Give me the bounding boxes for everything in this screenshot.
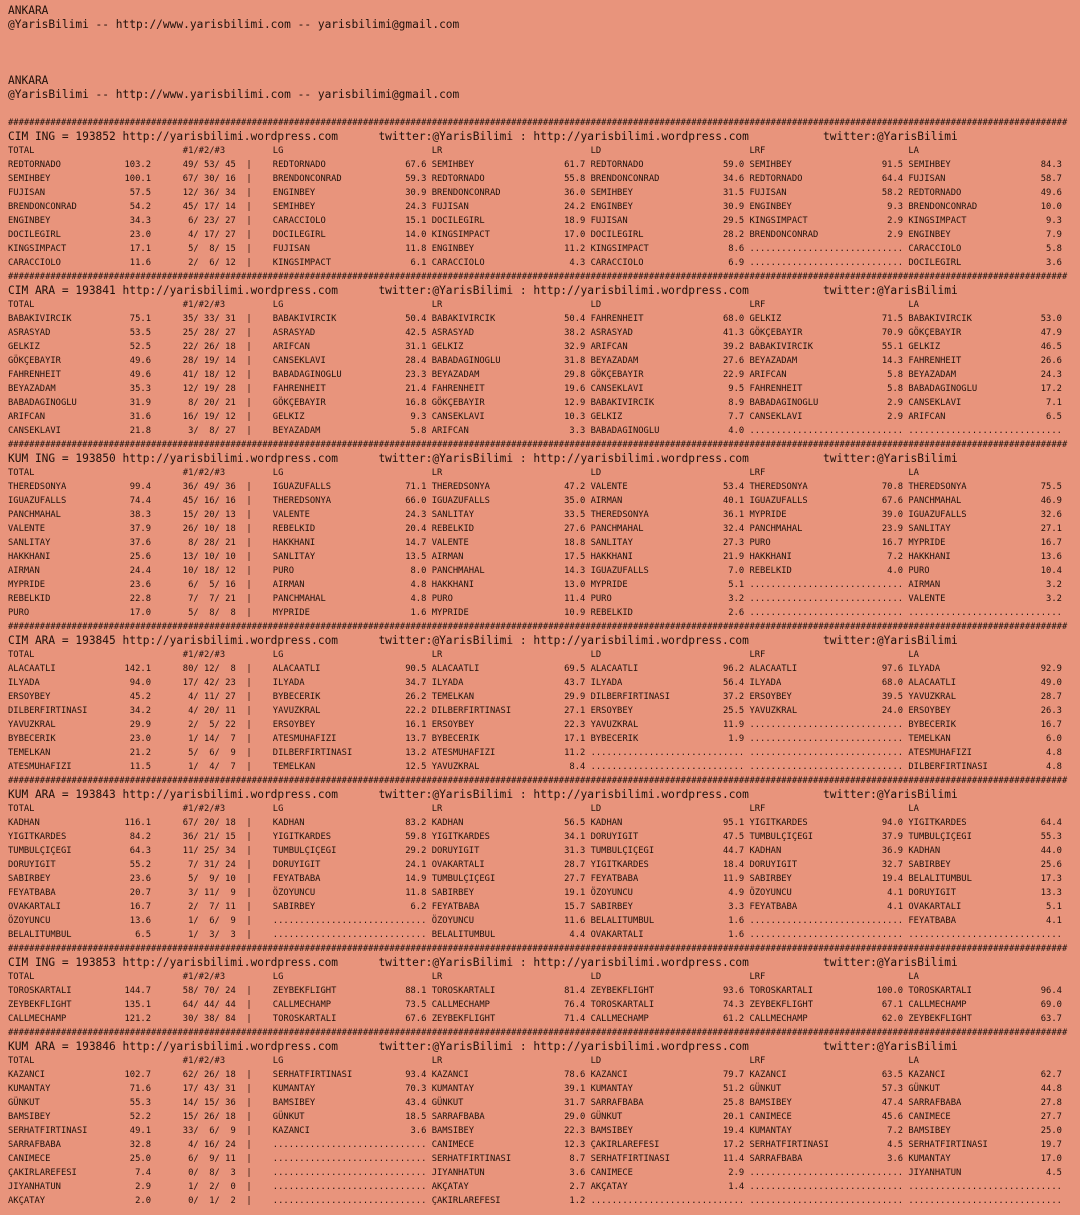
separator-line: ########################################################################################################################################################################################################: [8, 622, 1068, 632]
page-title: ANKARA: [8, 4, 49, 17]
table-row: ERSOYBEY 45.2 4/ 11/ 27 | BYBECERIK 26.2 TEMELKAN 29.9 DILBERFIRTINASI 37.2 ERSOYBEY 39.5 YAVUZKRAL 28.7: [8, 692, 1068, 702]
table-row: REDTORNADO 103.2 49/ 53/ 45 | REDTORNADO 67.6 SEMIHBEY 61.7 REDTORNADO 59.0 SEMIHBEY 91.5 SEMIHBEY 84.3: [8, 160, 1068, 170]
table-row: TOROSKARTALI 144.7 58/ 70/ 24 | ZEYBEKFLIGHT 88.1 TOROSKARTALI 81.4 ZEYBEKFLIGHT 93.6 TOROSKARTALI 100.0 TOROSKARTALI 96.4: [8, 986, 1068, 996]
column-header: TOTAL #1/#2/#3 LG LR LD LRF LA: [8, 972, 919, 982]
table-row: KUMANTAY 71.6 17/ 43/ 31 | KUMANTAY 70.3 KUMANTAY 39.1 KUMANTAY 51.2 GÜNKUT 57.3 GÜNKUT 44.8: [8, 1084, 1068, 1094]
table-row: ÖZOYUNCU 13.6 1/ 6/ 9 | ............................. ÖZOYUNCU 11.6 BELALITUMBUL 1.6 ............................. FEYATBABA 4.1: [8, 916, 1068, 926]
table-row: ÇAKIRLAREFESI 7.4 0/ 8/ 3 | ............................. JIYANHATUN 3.6 CANIMECE 2.9 ............................. JIYANHATUN 4.5: [8, 1168, 1068, 1178]
table-row: SARRAFBABA 32.8 4/ 16/ 24 | ............................. CANIMECE 12.3 ÇAKIRLAREFESI 17.2 SERHATFIRTINASI 4.5 SERHATFIRTINASI 19.7: [8, 1140, 1068, 1150]
table-row: BEYAZADAM 35.3 12/ 19/ 28 | FAHRENHEIT 21.4 FAHRENHEIT 19.6 CANSEKLAVI 9.5 FAHRENHEIT 5.8 BABADAGINOGLU 17.2: [8, 384, 1068, 394]
table-row: TUMBULÇIÇEGI 64.3 11/ 25/ 34 | TUMBULÇIÇEGI 29.2 DORUYIGIT 31.3 TUMBULÇIÇEGI 44.7 KADHAN 36.9 KADHAN 44.0: [8, 846, 1068, 856]
blank-line: [8, 46, 1080, 60]
table-row: DORUYIGIT 55.2 7/ 31/ 24 | DORUYIGIT 24.1 OVAKARTALI 28.7 YIGITKARDES 18.4 DORUYIGIT 32.7 SABIRBEY 25.6: [8, 860, 1068, 870]
table-row: THEREDSONYA 99.4 36/ 49/ 36 | IGUAZUFALLS 71.1 THEREDSONYA 47.2 VALENTE 53.4 THEREDSONYA 70.8 THEREDSONYA 75.5: [8, 482, 1068, 492]
table-row: JIYANHATUN 2.9 1/ 2/ 0 | ............................. AKÇATAY 2.7 AKÇATAY 1.4 ............................. .............................: [8, 1182, 1068, 1192]
table-row: ATESMUHAFIZI 11.5 1/ 4/ 7 | TEMELKAN 12.5 YAVUZKRAL 8.4 ............................. ............................. DILBERFIRTINASI 4.8: [8, 762, 1068, 772]
table-title: CIM ING = 193853 http://yarisbilimi.wordpress.com twitter:@YarisBilimi : http://yarisbilimi.wordpress.com twitter:@YarisBilimi: [8, 956, 958, 969]
table-row: SABIRBEY 23.6 5/ 9/ 10 | FEYATBABA 14.9 TUMBULÇIÇEGI 27.7 FEYATBABA 11.9 SABIRBEY 19.4 BELALITUMBUL 17.3: [8, 874, 1068, 884]
table-row: DILBERFIRTINASI 34.2 4/ 20/ 11 | YAVUZKRAL 22.2 DILBERFIRTINASI 27.1 ERSOYBEY 25.5 YAVUZKRAL 24.0 ERSOYBEY 26.3: [8, 706, 1068, 716]
blank-line: [8, 102, 1080, 116]
table-row: SANLITAY 37.6 8/ 28/ 21 | HAKKHANI 14.7 VALENTE 18.8 SANLITAY 27.3 PURO 16.7 MYPRIDE 16.7: [8, 538, 1068, 548]
column-header: TOTAL #1/#2/#3 LG LR LD LRF LA: [8, 146, 919, 156]
separator-line: ########################################################################################################################################################################################################: [8, 440, 1068, 450]
table-row: ALACAATLI 142.1 80/ 12/ 8 | ALACAATLI 90.5 ALACAATLI 69.5 ALACAATLI 96.2 ALACAATLI 97.6 ILYADA 92.9: [8, 664, 1068, 674]
table-row: PURO 17.0 5/ 8/ 8 | MYPRIDE 1.6 MYPRIDE 10.9 REBELKID 2.6 ............................. .............................: [8, 608, 1068, 618]
blank-line: [8, 32, 1080, 46]
table-title: CIM ARA = 193841 http://yarisbilimi.wordpress.com twitter:@YarisBilimi : http://yarisbilimi.wordpress.com twitter:@YarisBilimi: [8, 284, 958, 297]
column-header: TOTAL #1/#2/#3 LG LR LD LRF LA: [8, 468, 919, 478]
contact-line: @YarisBilimi -- http://www.yarisbilimi.com -- yarisbilimi@gmail.com: [8, 18, 460, 31]
separator-line: ########################################################################################################################################################################################################: [8, 272, 1068, 282]
separator-line: ########################################################################################################################################################################################################: [8, 118, 1068, 128]
table-row: YIGITKARDES 84.2 36/ 21/ 15 | YIGITKARDES 59.8 YIGITKARDES 34.1 DORUYIGIT 47.5 TUMBULÇIÇEGI 37.9 TUMBULÇIÇEGI 55.3: [8, 832, 1068, 842]
table-row: CARACCIOLO 11.6 2/ 6/ 12 | KINGSIMPACT 6.1 CARACCIOLO 4.3 CARACCIOLO 6.9 ............................. DOCILEGIRL 3.6: [8, 258, 1068, 268]
table-row: OVAKARTALI 16.7 2/ 7/ 11 | SABIRBEY 6.2 FEYATBABA 15.7 SABIRBEY 3.3 FEYATBABA 4.1 OVAKARTALI 5.1: [8, 902, 1068, 912]
table-title: KUM ING = 193850 http://yarisbilimi.wordpress.com twitter:@YarisBilimi : http://yarisbilimi.wordpress.com twitter:@YarisBilimi: [8, 452, 958, 465]
separator-line: ########################################################################################################################################################################################################: [8, 1028, 1068, 1038]
table-row: YAVUZKRAL 29.9 2/ 5/ 22 | ERSOYBEY 16.1 ERSOYBEY 22.3 YAVUZKRAL 11.9 ............................. BYBECERIK 16.7: [8, 720, 1068, 730]
table-row: AKÇATAY 2.0 0/ 1/ 2 | ............................. ÇAKIRLAREFESI 1.2 ............................. ............................. .............................: [8, 1196, 1068, 1206]
table-row: ASRASYAD 53.5 25/ 28/ 27 | ASRASYAD 42.5 ASRASYAD 38.2 ASRASYAD 41.3 GÖKÇEBAYIR 70.9 GÖKÇEBAYIR 47.9: [8, 328, 1068, 338]
table-row: ZEYBEKFLIGHT 135.1 64/ 44/ 44 | CALLMECHAMP 73.5 CALLMECHAMP 76.4 TOROSKARTALI 74.3 ZEYBEKFLIGHT 67.1 CALLMECHAMP 69.0: [8, 1000, 1068, 1010]
table-row: REBELKID 22.8 7/ 7/ 21 | PANCHMAHAL 4.8 PURO 11.4 PURO 3.2 ............................. VALENTE 3.2: [8, 594, 1068, 604]
table-row: CALLMECHAMP 121.2 30/ 38/ 84 | TOROSKARTALI 67.6 ZEYBEKFLIGHT 71.4 CALLMECHAMP 61.2 CALLMECHAMP 62.0 ZEYBEKFLIGHT 63.7: [8, 1014, 1068, 1024]
table-row: BYBECERIK 23.0 1/ 14/ 7 | ATESMUHAFIZI 13.7 BYBECERIK 17.1 BYBECERIK 1.9 ............................. TEMELKAN 6.0: [8, 734, 1068, 744]
table-row: TEMELKAN 21.2 5/ 6/ 9 | DILBERFIRTINASI 13.2 ATESMUHAFIZI 11.2 ............................. ............................. ATESMUHAFIZI 4.8: [8, 748, 1068, 758]
table-row: PANCHMAHAL 38.3 15/ 20/ 13 | VALENTE 24.3 SANLITAY 33.5 THEREDSONYA 36.1 MYPRIDE 39.0 IGUAZUFALLS 32.6: [8, 510, 1068, 520]
table-row: FAHRENHEIT 49.6 41/ 18/ 12 | BABADAGINOGLU 23.3 BEYAZADAM 29.8 GÖKÇEBAYIR 22.9 ARIFCAN 5.8 BEYAZADAM 24.3: [8, 370, 1068, 380]
table-row: BAMSIBEY 52.2 15/ 26/ 18 | GÜNKUT 18.5 SARRAFBABA 29.0 GÜNKUT 20.1 CANIMECE 45.6 CANIMECE 27.7: [8, 1112, 1068, 1122]
table-row: KADHAN 116.1 67/ 20/ 18 | KADHAN 83.2 KADHAN 56.5 KADHAN 95.1 YIGITKARDES 94.0 YIGITKARDES 64.4: [8, 818, 1068, 828]
table-row: IGUAZUFALLS 74.4 45/ 16/ 16 | THEREDSONYA 66.0 IGUAZUFALLS 35.0 AIRMAN 40.1 IGUAZUFALLS 67.6 PANCHMAHAL 46.9: [8, 496, 1068, 506]
table-row: FUJISAN 57.5 12/ 36/ 34 | ENGINBEY 30.9 BRENDONCONRAD 36.0 SEMIHBEY 31.5 FUJISAN 58.2 REDTORNADO 49.6: [8, 188, 1068, 198]
contact-line: @YarisBilimi -- http://www.yarisbilimi.com -- yarisbilimi@gmail.com: [8, 88, 460, 101]
column-header: TOTAL #1/#2/#3 LG LR LD LRF LA: [8, 1056, 919, 1066]
table-row: KINGSIMPACT 17.1 5/ 8/ 15 | FUJISAN 11.8 ENGINBEY 11.2 KINGSIMPACT 8.6 ............................. CARACCIOLO 5.8: [8, 244, 1068, 254]
table-row: SERHATFIRTINASI 49.1 33/ 6/ 9 | KAZANCI 3.6 BAMSIBEY 22.3 BAMSIBEY 19.4 KUMANTAY 7.2 BAMSIBEY 25.0: [8, 1126, 1068, 1136]
table-row: ILYADA 94.0 17/ 42/ 23 | ILYADA 34.7 ILYADA 43.7 ILYADA 56.4 ILYADA 68.0 ALACAATLI 49.0: [8, 678, 1068, 688]
column-header: TOTAL #1/#2/#3 LG LR LD LRF LA: [8, 650, 919, 660]
table-row: DOCILEGIRL 23.0 4/ 17/ 27 | DOCILEGIRL 14.0 KINGSIMPACT 17.0 DOCILEGIRL 28.2 BRENDONCONRAD 2.9 ENGINBEY 7.9: [8, 230, 1068, 240]
table-row: KAZANCI 102.7 62/ 26/ 18 | SERHATFIRTINASI 93.4 KAZANCI 78.6 KAZANCI 79.7 KAZANCI 63.5 KAZANCI 62.7: [8, 1070, 1068, 1080]
table-row: CANIMECE 25.0 6/ 9/ 11 | ............................. SERHATFIRTINASI 8.7 SERHATFIRTINASI 11.4 SARRAFBABA 3.6 KUMANTAY 17.0: [8, 1154, 1068, 1164]
table-title: CIM ARA = 193845 http://yarisbilimi.wordpress.com twitter:@YarisBilimi : http://yarisbilimi.wordpress.com twitter:@YarisBilimi: [8, 634, 958, 647]
table-row: GÜNKUT 55.3 14/ 15/ 36 | BAMSIBEY 43.4 GÜNKUT 31.7 SARRAFBABA 25.8 BAMSIBEY 47.4 SARRAFBABA 27.8: [8, 1098, 1068, 1108]
table-row: HAKKHANI 25.6 13/ 10/ 10 | SANLITAY 13.5 AIRMAN 17.5 HAKKHANI 21.9 HAKKHANI 7.2 HAKKHANI 13.6: [8, 552, 1068, 562]
table-row: BABADAGINOGLU 31.9 8/ 20/ 21 | GÖKÇEBAYIR 16.8 GÖKÇEBAYIR 12.9 BABAKIVIRCIK 8.9 BABADAGINOGLU 2.9 CANSEKLAVI 7.1: [8, 398, 1068, 408]
column-header: TOTAL #1/#2/#3 LG LR LD LRF LA: [8, 300, 919, 310]
table-row: CANSEKLAVI 21.8 3/ 8/ 27 | BEYAZADAM 5.8 ARIFCAN 3.3 BABADAGINOGLU 4.0 ............................. .............................: [8, 426, 1068, 436]
table-row: FEYATBABA 20.7 3/ 11/ 9 | ÖZOYUNCU 11.8 SABIRBEY 19.1 ÖZOYUNCU 4.9 ÖZOYUNCU 4.1 DORUYIGIT 13.3: [8, 888, 1068, 898]
table-row: BABAKIVIRCIK 75.1 35/ 33/ 31 | BABAKIVIRCIK 50.4 BABAKIVIRCIK 50.4 FAHRENHEIT 68.0 GELKIZ 71.5 BABAKIVIRCIK 53.0: [8, 314, 1068, 324]
separator-line: ########################################################################################################################################################################################################: [8, 944, 1068, 954]
table-row: AIRMAN 24.4 10/ 18/ 12 | PURO 8.0 PANCHMAHAL 14.3 IGUAZUFALLS 7.0 REBELKID 4.0 PURO 10.4: [8, 566, 1068, 576]
table-row: GELKIZ 52.5 22/ 26/ 18 | ARIFCAN 31.1 GELKIZ 32.9 ARIFCAN 39.2 BABAKIVIRCIK 55.1 GELKIZ 46.5: [8, 342, 1068, 352]
table-row: VALENTE 37.9 26/ 10/ 18 | REBELKID 20.4 REBELKID 27.6 PANCHMAHAL 32.4 PANCHMAHAL 23.9 SANLITAY 27.1: [8, 524, 1068, 534]
table-title: KUM ARA = 193843 http://yarisbilimi.wordpress.com twitter:@YarisBilimi : http://yarisbilimi.wordpress.com twitter:@YarisBilimi: [8, 788, 958, 801]
table-row: ARIFCAN 31.6 16/ 19/ 12 | GELKIZ 9.3 CANSEKLAVI 10.3 GELKIZ 7.7 CANSEKLAVI 2.9 ARIFCAN 6.5: [8, 412, 1068, 422]
table-row: BELALITUMBUL 6.5 1/ 3/ 3 | ............................. BELALITUMBUL 4.4 OVAKARTALI 1.6 ............................. .............................: [8, 930, 1068, 940]
table-title: KUM ARA = 193846 http://yarisbilimi.wordpress.com twitter:@YarisBilimi : http://yarisbilimi.wordpress.com twitter:@YarisBilimi: [8, 1040, 958, 1053]
table-title: CIM ING = 193852 http://yarisbilimi.wordpress.com twitter:@YarisBilimi : http://yarisbilimi.wordpress.com twitter:@YarisBilimi: [8, 130, 958, 143]
separator-line: ########################################################################################################################################################################################################: [8, 776, 1068, 786]
table-row: BRENDONCONRAD 54.2 45/ 17/ 14 | SEMIHBEY 24.3 FUJISAN 24.2 ENGINBEY 30.9 ENGINBEY 9.3 BRENDONCONRAD 10.0: [8, 202, 1068, 212]
stats-tables: [8, 116, 1080, 1208]
column-header: TOTAL #1/#2/#3 LG LR LD LRF LA: [8, 804, 919, 814]
table-row: GÖKÇEBAYIR 49.6 28/ 19/ 14 | CANSEKLAVI 28.4 BABADAGINOGLU 31.8 BEYAZADAM 27.6 BEYAZADAM 14.3 FAHRENHEIT 26.6: [8, 356, 1068, 366]
blank-line: [8, 60, 1080, 74]
page-title: ANKARA: [8, 74, 49, 87]
table-row: SEMIHBEY 100.1 67/ 30/ 16 | BRENDONCONRAD 59.3 REDTORNADO 55.8 BRENDONCONRAD 34.6 REDTORNADO 64.4 FUJISAN 58.7: [8, 174, 1068, 184]
table-row: ENGINBEY 34.3 6/ 23/ 27 | CARACCIOLO 15.1 DOCILEGIRL 18.9 FUJISAN 29.5 KINGSIMPACT 2.9 KINGSIMPACT 9.3: [8, 216, 1068, 226]
table-row: MYPRIDE 23.6 6/ 5/ 16 | AIRMAN 4.8 HAKKHANI 13.0 MYPRIDE 5.1 ............................. AIRMAN 3.2: [8, 580, 1068, 590]
